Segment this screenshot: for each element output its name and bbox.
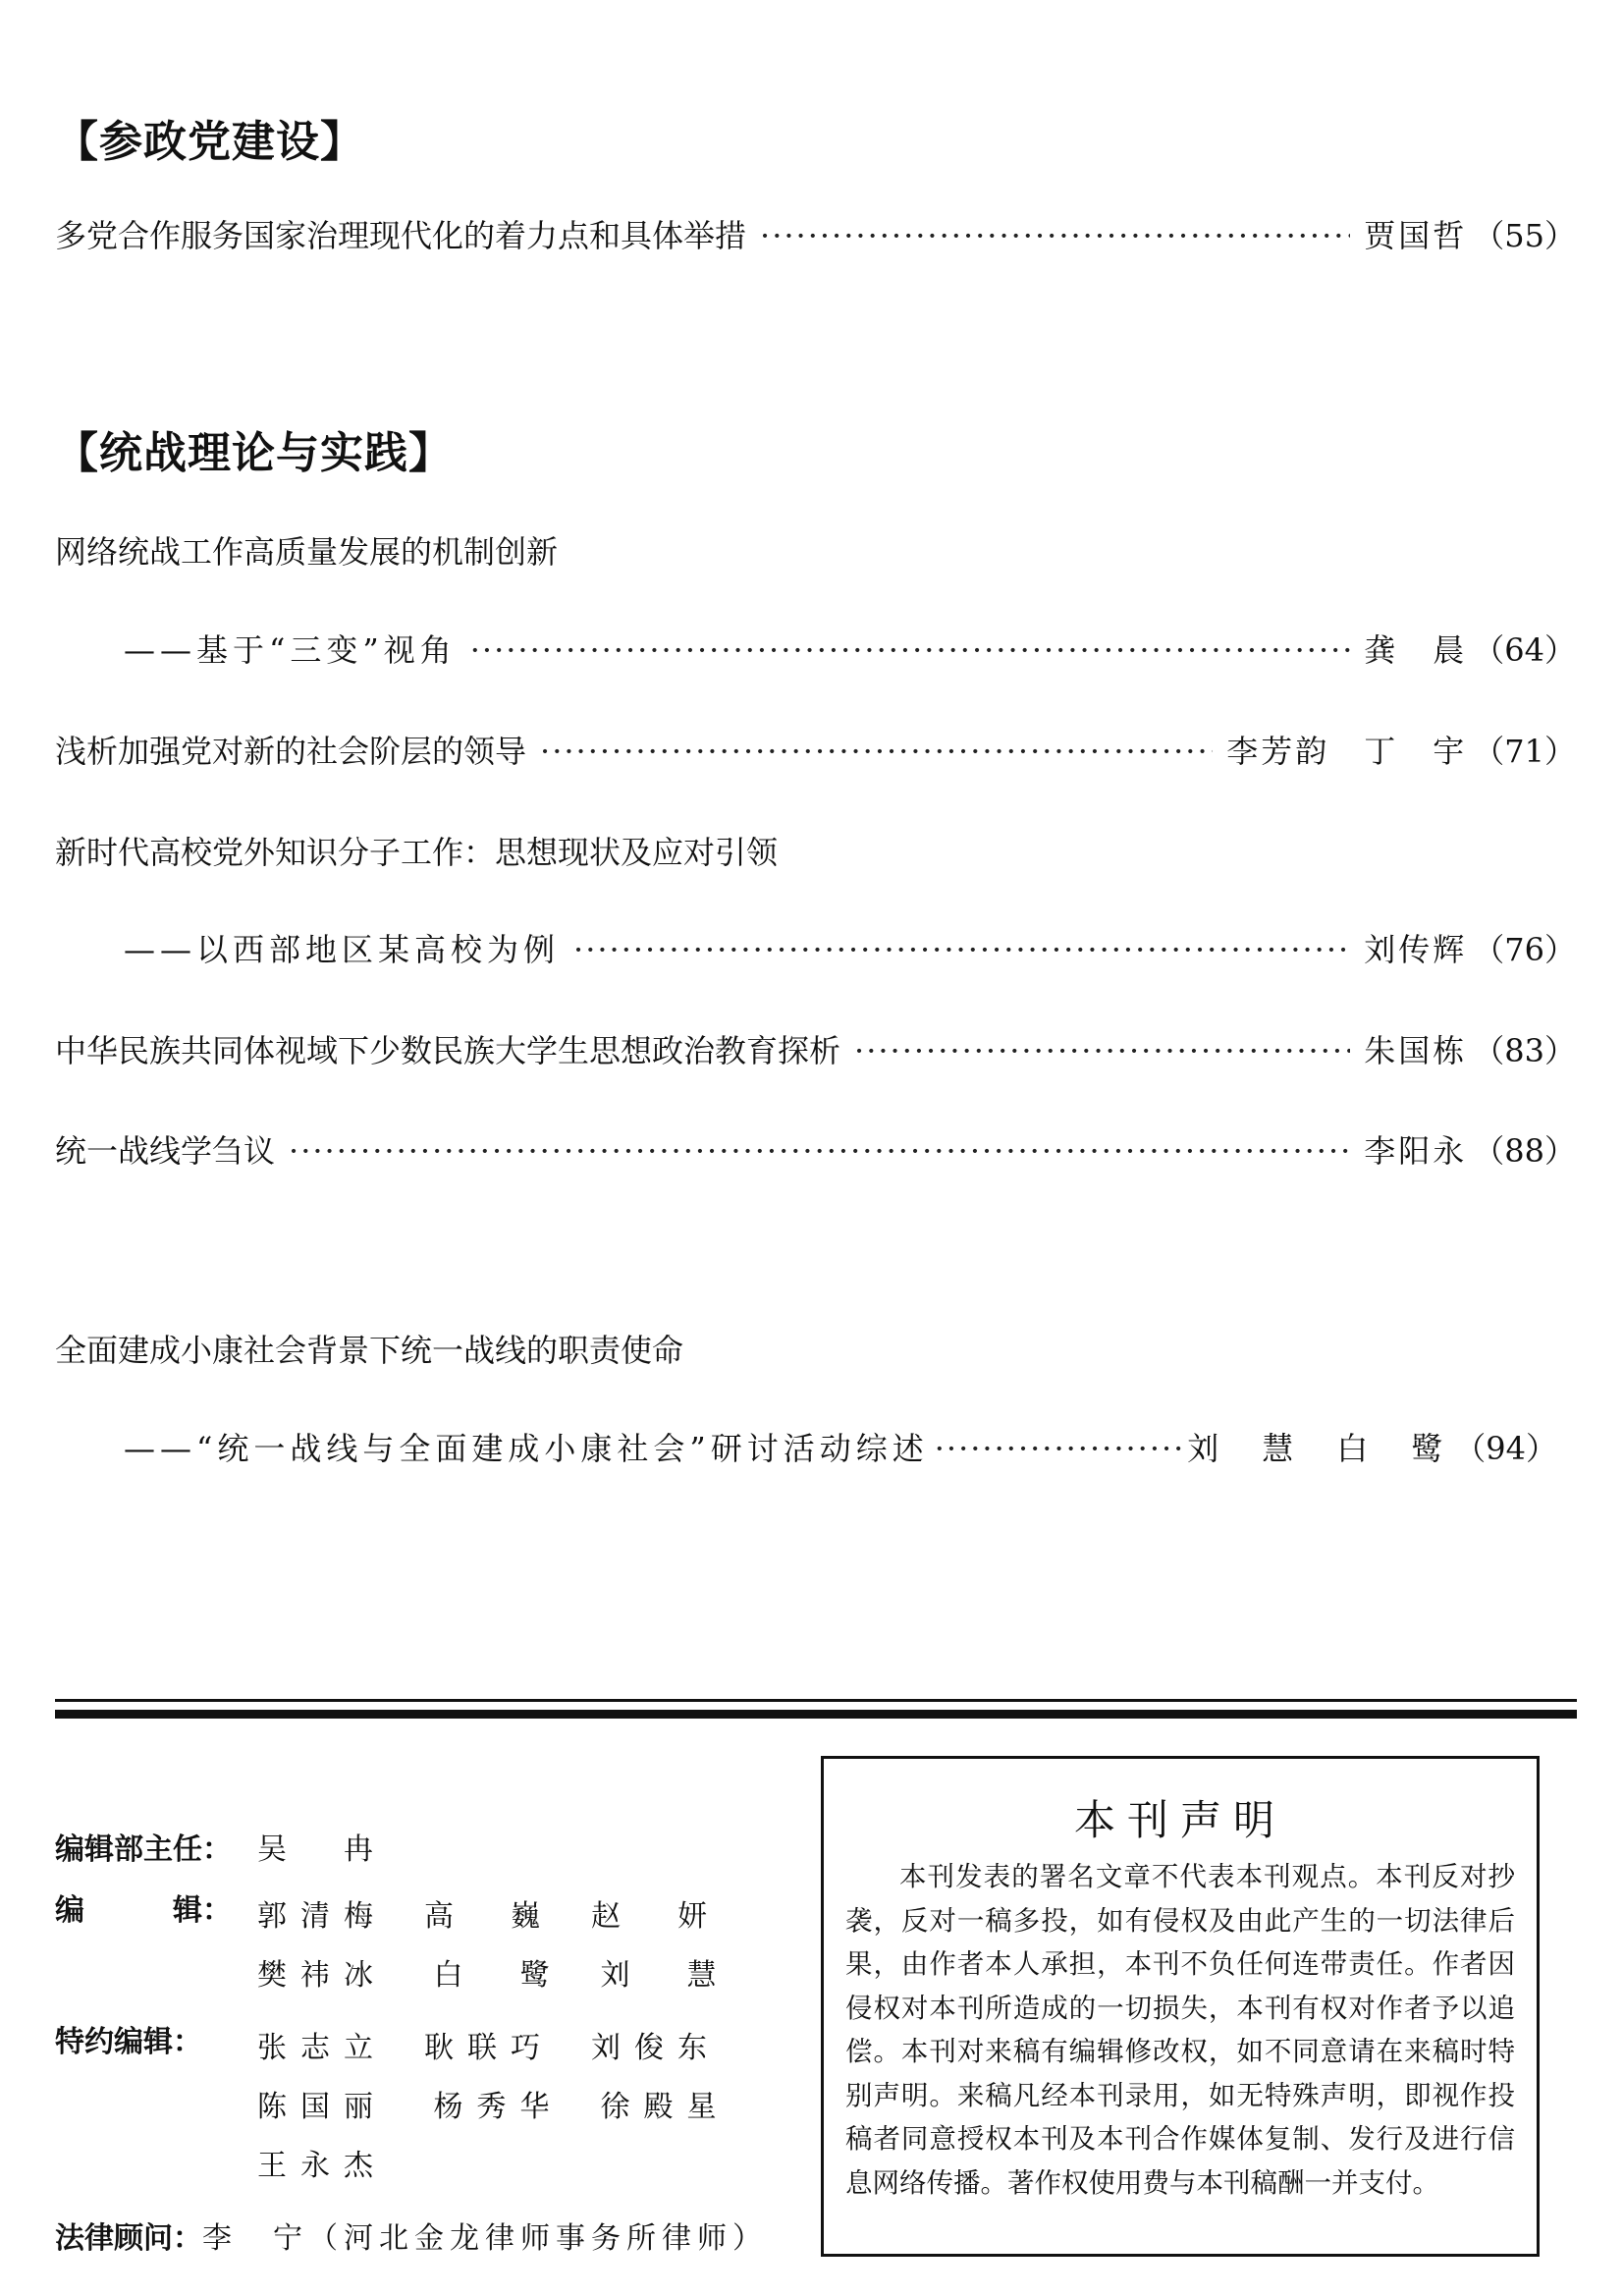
entry-page: （88） [1473,1132,1576,1170]
staff-name: 赵 妍 [591,1899,721,1934]
toc-entry[interactable] [55,1026,1576,1075]
leader-dots [760,217,1350,254]
staff-name: 陈国丽 [257,2090,387,2124]
staff-name: 刘俊东 [591,2031,721,2065]
legal-row [55,2210,801,2269]
entry-author: 贾国哲 [1364,217,1468,254]
special-editors-row [55,2019,801,2196]
chief-editor-label: 编辑部主任： [55,1832,232,1867]
staff-name: 白 鹭 [433,1958,564,1993]
legal-label: 法律顾问： [55,2221,202,2256]
entry-page: （94） [1454,1430,1557,1467]
leader-dots [854,1032,1350,1069]
divider-thick [55,1710,1577,1719]
toc-entry[interactable] [124,925,1576,974]
editors-label: 编 辑： [55,1893,232,1928]
entry-author: 李芳韵 丁 宇 [1226,733,1468,770]
entry-author: 李阳永 [1364,1132,1468,1170]
chief-editor-row [55,1827,801,1874]
entry-page: （64） [1473,631,1576,669]
leader-dots [470,631,1351,669]
special-editors-label: 特约编辑： [55,2025,202,2059]
entry-title: 中华民族共同体视域下少数民族大学生思想政治教育探析 [55,1032,841,1069]
entry-author: 刘传辉 [1364,931,1468,968]
entry-title[interactable]: 新时代高校党外知识分子工作：思想现状及应对引领 [55,834,779,871]
staff-name: 樊祎冰 [257,1958,387,1993]
statement-body: 本刊发表的署名文章不代表本刊观点。本刊反对抄袭，反对一稿多投，如有侵权及由此产生的一切法律后果，由作者本人承担，本刊不负任何连带责任。作者因侵权对本刊所造成的一切损失，本刊有权对作者予以追偿。本刊对来稿有编辑修改权，如不同意请在来稿时特别声明。来稿凡经本刊录用，如无特殊声明，即视作投稿者同意授权本刊及本刊合作媒体复制、发行及进行信息网络传播。著作权使用费与本刊稿酬一并支付。 [845,1861,1515,2199]
entry-subtitle: ——“统一战线与全面建成小康社会”研讨活动综述 [124,1430,929,1467]
entry-title[interactable]: 全面建成小康社会背景下统一战线的职责使命 [55,1332,684,1369]
section-heading: 【参政党建设】 [55,117,364,167]
leader-dots [935,1430,1182,1467]
entry-page: （83） [1473,1032,1576,1069]
editorial-staff [55,1827,801,2282]
journal-statement-box [821,1756,1540,2257]
staff-name: 高 巍 [424,1899,554,1934]
staff-name: 杨秀华 [433,2090,564,2124]
toc-entry[interactable] [55,211,1576,260]
staff-name: 吴 冉 [257,1832,387,1867]
toc-entry[interactable] [55,1126,1576,1175]
entry-subtitle: ——以西部地区某高校为例 [124,931,561,968]
leader-dots [573,931,1350,968]
entry-author: 朱国栋 [1364,1032,1468,1069]
toc-entry[interactable] [124,1424,1557,1473]
entry-title: 浅析加强党对新的社会阶层的领导 [55,733,527,770]
entry-author: 刘 慧 白 鹭 [1187,1430,1449,1467]
entry-page: （55） [1473,217,1576,254]
leader-dots [289,1132,1350,1170]
legal-counsel: 李 宁（河北金龙律师事务所律师） [202,2221,768,2256]
entry-page: （71） [1473,733,1576,770]
staff-name: 徐殿星 [600,2090,730,2124]
entry-title: 多党合作服务国家治理现代化的着力点和具体举措 [55,217,747,254]
editors-row [55,1887,801,2005]
entry-author: 龚 晨 [1364,631,1468,669]
leader-dots [540,733,1213,770]
entry-title[interactable]: 网络统战工作高质量发展的机制创新 [55,533,559,571]
toc-entry[interactable] [124,626,1576,675]
entry-subtitle: ——基于“三变”视角 [124,631,457,669]
entry-title: 统一战线学刍议 [55,1132,276,1170]
divider-thin [55,1699,1577,1702]
toc-entry[interactable] [55,727,1576,776]
staff-name: 张志立 [257,2031,387,2065]
staff-name: 刘 慧 [600,1958,730,1993]
staff-name: 王永杰 [257,2149,387,2183]
entry-page: （76） [1473,931,1576,968]
staff-name: 耿联巧 [424,2031,554,2065]
section-heading: 【统战理论与实践】 [55,428,453,478]
staff-name: 郭清梅 [257,1899,387,1934]
statement-title: 本刊声明 [1073,1796,1286,1844]
